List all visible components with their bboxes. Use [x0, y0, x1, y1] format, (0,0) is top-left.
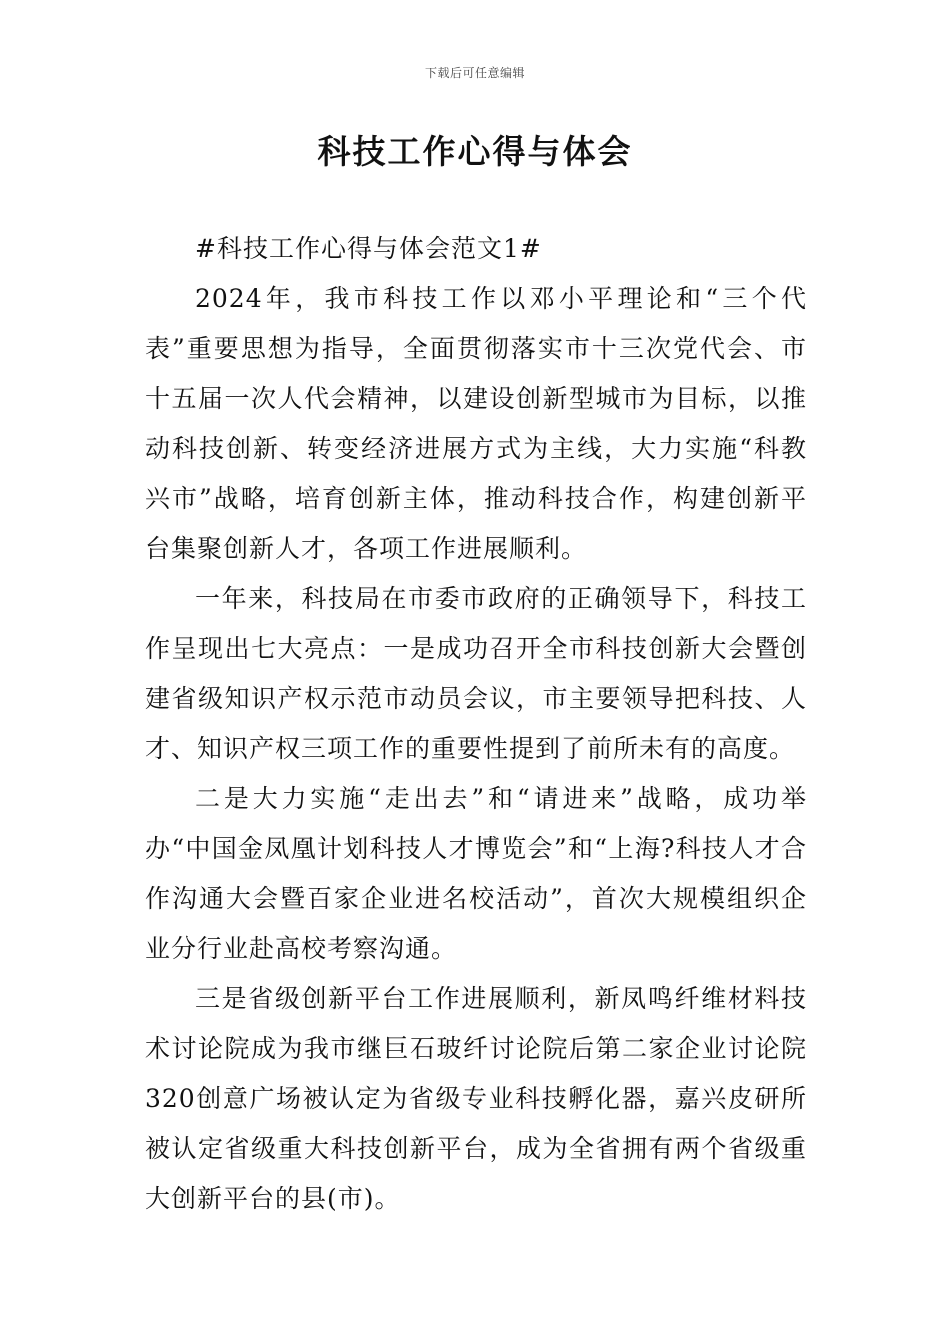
paragraph: 三是省级创新平台工作进展顺利，新凤鸣纤维材料技术讨论院成为我市继巨石玻纤讨论院后第二家企业讨论院320创意广场被认定为省级专业科技孵化器，嘉兴皮研所被认定省级重大科技创新平台，成为全省拥有两个省级重大创新平台的县(市)。	[145, 984, 807, 1213]
paragraph: 一年来，科技局在市委市政府的正确领导下，科技工作呈现出七大亮点：一是成功召开全市科技创新大会暨创建省级知识产权示范市动员会议，市主要领导把科技、人才、知识产权三项工作的重要性提到了前所未有的高度。	[145, 584, 807, 763]
document-title: 科技工作心得与体会	[317, 132, 633, 171]
document-body	[145, 224, 807, 1224]
paragraph: 二是大力实施“走出去”和“请进来”战略，成功举办“中国金凤凰计划科技人才博览会”和“上海?科技人才合作沟通大会暨百家企业进名校活动”，首次大规模组织企业分行业赴高校考察沟通。	[145, 784, 807, 963]
header-note: 下载后可任意编辑	[424, 66, 525, 80]
paragraph-subtitle: #科技工作心得与体会范文1#	[195, 234, 542, 263]
paragraph: 2024年，我市科技工作以邓小平理论和“三个代表”重要思想为指导，全面贯彻落实市十三次党代会、市十五届一次人代会精神，以建设创新型城市为目标，以推动科技创新、转变经济进展方式为主线，大力实施“科教兴市”战略，培育创新主体，推动科技合作，构建创新平台集聚创新人才，各项工作进展顺利。	[145, 284, 807, 563]
